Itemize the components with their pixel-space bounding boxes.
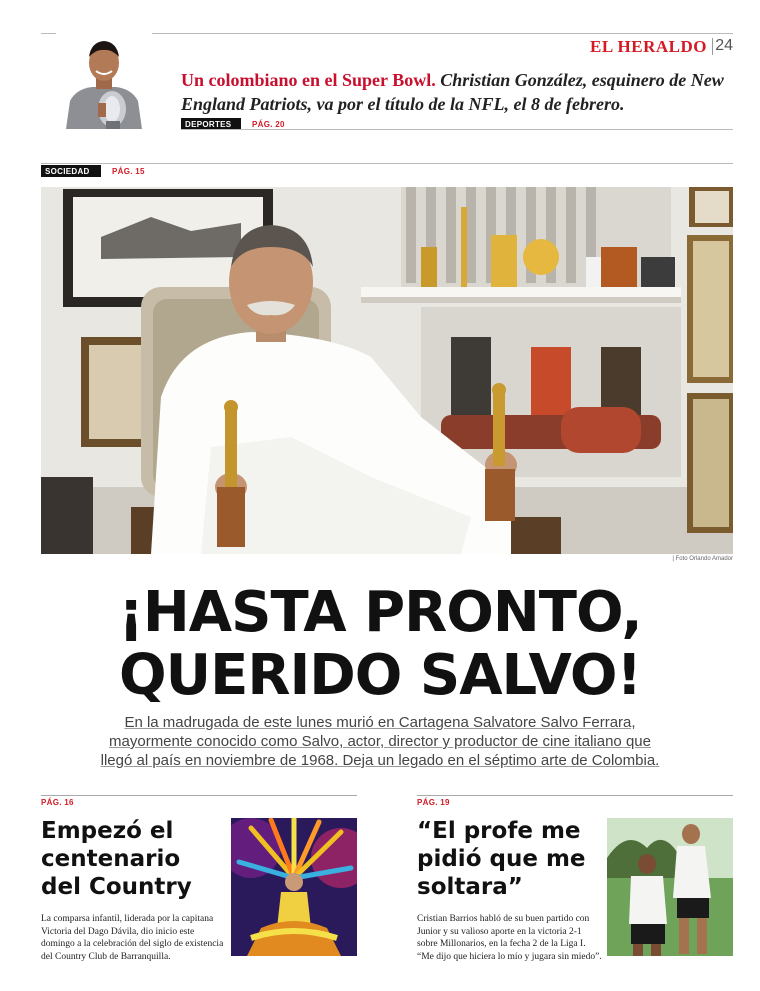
teaser-bottom-rule (181, 129, 733, 130)
story-right-title[interactable]: “El profe me pidió que me soltara” (417, 818, 586, 900)
story-left-rule (41, 795, 357, 796)
teaser-body: Christian González, esquinero de New England Patriots, va por el título de la NFL, el 8 de febrero. (181, 70, 724, 114)
main-top-rule (41, 163, 733, 164)
teaser-text[interactable] (181, 68, 741, 116)
story-right-photo[interactable] (607, 818, 733, 956)
teaser-section-tag[interactable]: DEPORTES (181, 118, 241, 130)
story-left-body: La comparsa infantil, liderada por la capitana Victoria del Dago Dávila, dio inicio este domingo a la celebración del siglo de existencia del Country Club de Barranquilla. (41, 914, 224, 962)
portrait-with-trophies-illustration (41, 187, 733, 554)
football-players-illustration (607, 818, 733, 956)
headline-line-1: ¡HASTA PRONTO, (118, 580, 642, 645)
teaser-photo[interactable] (56, 33, 152, 129)
page-number: 24 (715, 37, 733, 54)
teaser-lead: Un colombiano en el Super Bowl. (181, 70, 436, 90)
lede-text: En la madrugada de este lunes murió en Cartagena Salvatore Salvo Ferrara, mayormente conocido como Salvo, actor, director y productor de cine italiano que llegó al país en noviembre de 1968. Deja un legado en el séptimo arte de Colombia. (100, 714, 660, 769)
story-left-photo[interactable] (231, 818, 357, 956)
story-left-page-ref[interactable]: PÁG. 16 (41, 798, 74, 807)
teaser-page-ref[interactable]: PÁG. 20 (252, 120, 285, 129)
masthead-divider (712, 38, 713, 55)
main-headline[interactable] (0, 580, 760, 708)
story-left-title[interactable]: Empezó el centenario del Country (41, 818, 192, 900)
player-portrait-illustration (56, 33, 152, 129)
main-lede (100, 713, 660, 770)
brand-logo[interactable]: EL HERALDO (590, 37, 707, 56)
main-photo[interactable] (41, 187, 733, 554)
photo-credit: | Foto Orlando Amador (672, 556, 733, 562)
headline-line-2: QUERIDO SALVO! (118, 643, 642, 708)
main-page-ref[interactable]: PÁG. 15 (112, 167, 145, 176)
main-section-tag[interactable]: SOCIEDAD (41, 165, 101, 177)
carnival-dancer-illustration (231, 818, 357, 956)
story-right-body: Cristian Barrios habló de su buen partido con Junior y su valioso aporte en la victoria 2-1 sobre Millonarios, en la fecha 2 de la Liga I. “Me dijo que hiciera lo mío y jugara sin miedo”. (417, 914, 602, 962)
story-right-rule (417, 795, 733, 796)
story-right-page-ref[interactable]: PÁG. 19 (417, 798, 450, 807)
